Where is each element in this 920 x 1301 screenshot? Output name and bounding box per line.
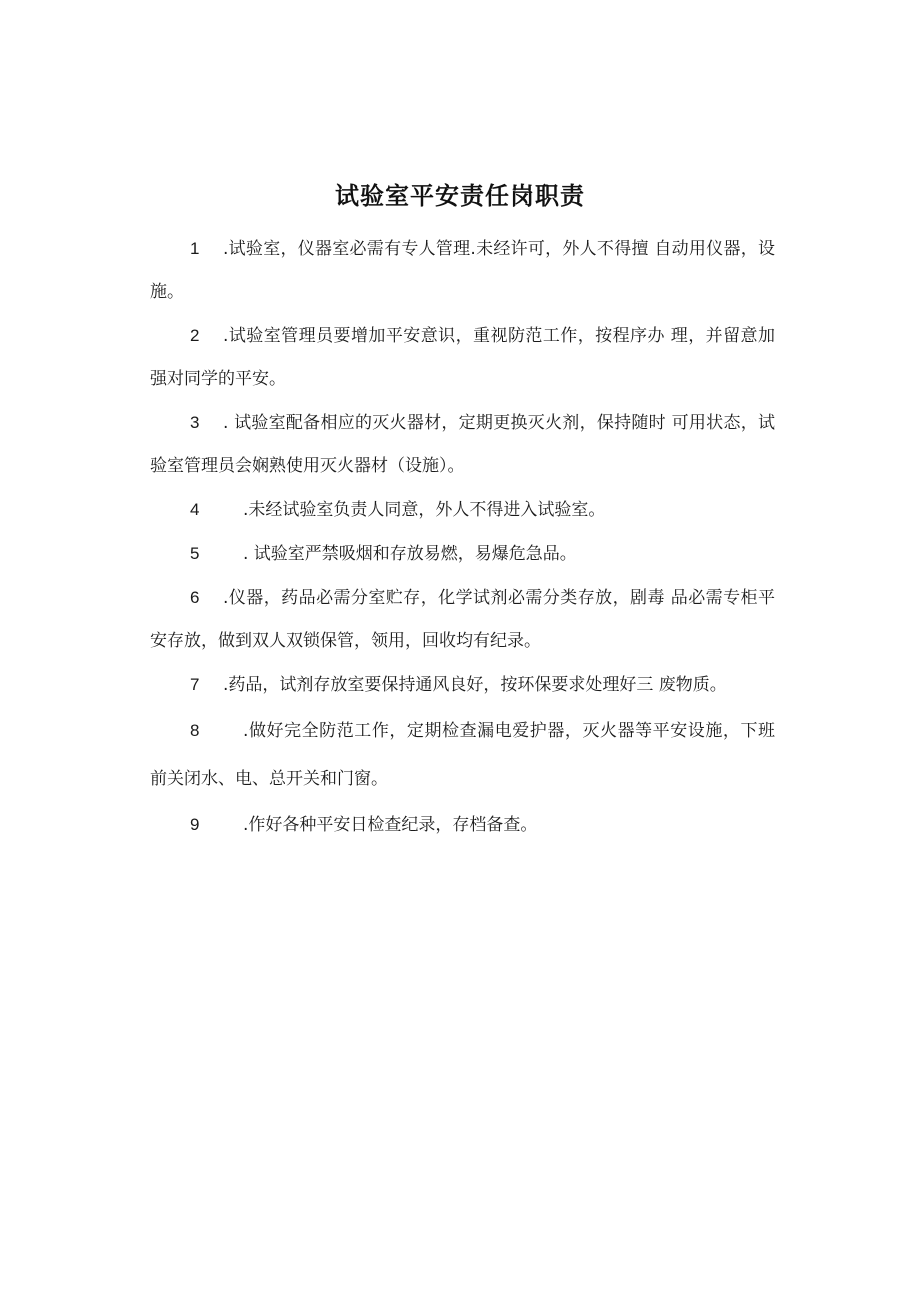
list-item bbox=[150, 227, 775, 314]
item-number: 2 bbox=[190, 326, 200, 345]
item-number: 4 bbox=[190, 500, 200, 519]
list-item bbox=[150, 576, 775, 663]
list-item bbox=[150, 803, 775, 847]
item-text: . 试验室严禁吸烟和存放易燃，易爆危急品。 bbox=[243, 544, 577, 564]
list-item bbox=[150, 707, 775, 803]
item-text: . 试验室配备相应的灭火器材，定期更换灭火剂，保持随时 可用状态，试验室管理员会娴熟使用灭火器材（设施）。 bbox=[150, 413, 775, 476]
item-number: 1 bbox=[190, 239, 200, 258]
item-number: 7 bbox=[190, 675, 200, 694]
item-number: 5 bbox=[190, 544, 200, 563]
list-item bbox=[150, 532, 775, 576]
list-item bbox=[150, 488, 775, 532]
item-text: .未经试验室负责人同意，外人不得进入试验室。 bbox=[243, 500, 606, 520]
item-text: .试验室管理员要增加平安意识，重视防范工作，按程序办 理，并留意加强对同学的平安。 bbox=[150, 326, 775, 389]
item-number: 3 bbox=[190, 413, 200, 432]
item-text: .试验室，仪器室必需有专人管理.未经许可，外人不得擅 自动用仪器，设施。 bbox=[150, 239, 775, 302]
item-number: 8 bbox=[190, 721, 200, 740]
list-item bbox=[150, 401, 775, 488]
list-item bbox=[150, 663, 775, 707]
list-item bbox=[150, 314, 775, 401]
item-text: .药品，试剂存放室要保持通风良好，按环保要求处理好三 废物质。 bbox=[223, 675, 727, 695]
item-text: .仪器，药品必需分室贮存，化学试剂必需分类存放，剧毒 品必需专柜平安存放，做到双人双锁保管，领用，回收均有纪录。 bbox=[150, 588, 775, 651]
duty-list bbox=[150, 227, 775, 847]
document-title: 试验室平安责任岗职责 bbox=[335, 182, 585, 210]
item-number: 6 bbox=[190, 588, 200, 607]
item-text: .做好完全防范工作，定期检查漏电爱护器，灭火器等平安设施，下班前关闭水、电、总开关和门窗。 bbox=[150, 721, 775, 789]
item-number: 9 bbox=[190, 815, 200, 834]
item-text: .作好各种平安日检查纪录，存档备查。 bbox=[243, 815, 538, 835]
